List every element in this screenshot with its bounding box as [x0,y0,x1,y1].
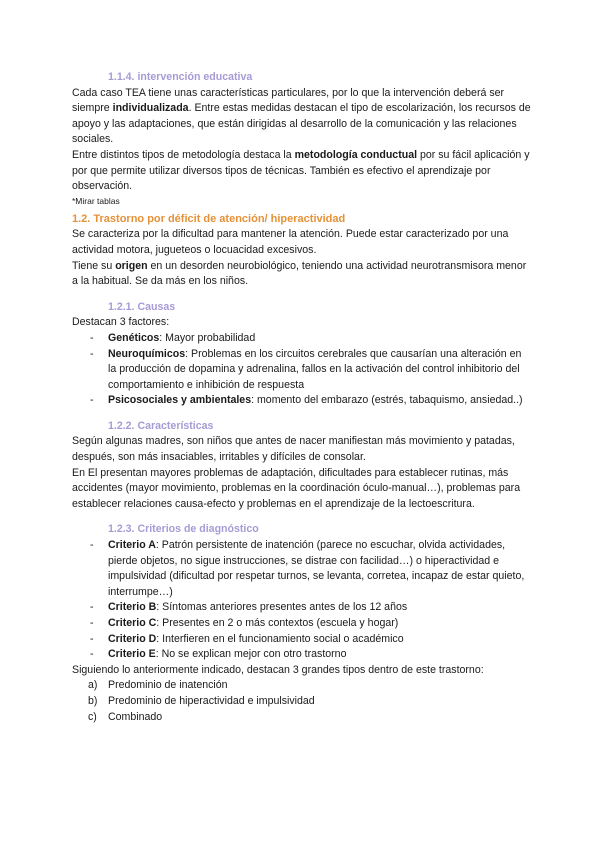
list-criterios [72,538,532,663]
paragraph-intervencion-1 [72,86,532,148]
bold-term: Psicosociales y ambientales [108,394,252,407]
bold-origen: origen [115,259,148,272]
dash-marker: - [90,601,94,614]
heading-caracteristicas: 1.2.2. Características [108,419,214,432]
bold-individualizada: individualizada [112,102,189,115]
paragraph-intervencion-2 [72,148,532,195]
item-text: : Patrón persistente de inatención (parece no escuchar, olvida actividades, pierde objetos, no sigue instrucciones, se distrae con facilidad…) o hiperactividad e impulsividad (dificultad por respetar turnos, se levanta, corretea, incapaz de estar quieto, interrumpe…) [108,539,525,598]
dash-marker: - [90,539,94,552]
dash-marker: - [90,394,94,407]
item-text: : No se explican mejor con otro trastorno [155,648,347,661]
text-run: Cada caso TEA tiene unas características particulares, por lo que la intervención deberá ser siempre [72,86,505,115]
bold-term: Criterio C [108,617,157,629]
text-run: por su fácil aplicación y por que permite utilizar diversos tipos de técnicas. También es efectivo el aprendizaje por observación. [72,148,530,193]
item-text: : Presentes en 2 o más contextos (escuela y hogar) [156,617,399,629]
item-text: : Problemas en los circuitos cerebrales que causarían una alteración en la producción de dopamina y adrenalina, fallos en la activación del control inhibitorio del comportamiento e inhibición de respuesta [108,347,522,391]
paragraph-tdah-1: Se caracteriza por la dificultad para mantener la atención. Puede estar caracterizado por una actividad motora, jugueteos o locuacidad excesivos. [72,228,509,256]
paragraph-tipos-intro: Siguiendo lo anteriormente indicado, destacan 3 grandes tipos dentro de este trastorno: [72,663,484,676]
dash-marker: - [90,331,94,344]
letter-marker: a) [88,679,98,692]
item-text: : Interfieren en el funcionamiento social o académico [156,632,404,645]
bold-term: Criterio B [108,601,157,614]
paragraph-caracteristicas-1: Según algunas madres, son niños que antes de nacer manifiestan más movimiento y patadas, después, son más insaciables, irritables y difíciles de consolar. [72,435,515,464]
list-tipos [72,678,532,725]
list-item [72,616,532,632]
note-mirar-tablas: *Mirar tablas [72,195,120,206]
list-causas [72,331,532,409]
heading-intervencion-educativa: 1.1.4. intervención educativa [108,71,253,83]
item-text: Predominio de inatención [108,679,228,692]
paragraph-causas-intro: Destacan 3 factores: [72,316,170,329]
dash-marker: - [90,617,94,629]
bold-term: Criterio A [108,539,156,552]
list-item [72,710,532,726]
list-item [72,647,532,663]
paragraph-caracteristicas-2: En El presentan mayores problemas de adaptación, dificultades para establecer rutinas, más accidentes (mayor movimiento, problemas en la coordinación óculo-manual…), problemas para establecer relaciones causa-efecto y problemas en el aprendizaje de la lectoescritura. [72,466,521,510]
list-item [72,331,532,347]
bold-metodologia-conductual: metodología conductual [294,148,418,161]
list-item [72,694,532,710]
item-text: Predominio de hiperactividad e impulsividad [108,694,315,707]
dash-marker: - [90,648,94,661]
bold-term: Neuroquímicos [108,347,186,360]
item-text: : Mayor probabilidad [159,331,256,344]
list-item [72,538,532,600]
item-text: : momento del embarazo (estrés, tabaquismo, ansiedad..) [251,394,523,407]
heading-causas: 1.2.1. Causas [108,300,176,313]
text-run: Entre distintos tipos de metodología destaca la [72,148,295,161]
dash-marker: - [90,632,94,645]
item-text: Combinado [108,710,163,723]
list-item [72,393,532,409]
list-item [72,632,532,648]
list-item [72,347,532,394]
list-item [72,678,532,694]
list-item [72,600,532,616]
bold-term: Criterio D [108,632,157,645]
heading-criterios-diagnostico: 1.2.3. Criterios de diagnóstico [108,523,259,536]
text-run: Tiene su [72,259,116,272]
letter-marker: c) [88,710,97,723]
bold-term: Genéticos [108,331,160,344]
heading-tdah: 1.2. Trastorno por déficit de atención/ hiperactividad [72,212,346,225]
text-run: . Entre estas medidas destacan el tipo de escolarización, los recursos de apoyo y las adaptaciones, que están dirigidas al desarrollo de la comunicación y las relaciones sociales. [72,102,531,146]
document-content [72,70,532,725]
text-run: en un desorden neurobiológico, teniendo una actividad neurotransmisora menor a la habitual. Se da más en los niños. [72,259,527,288]
item-text: : Síntomas anteriores presentes antes de los 12 años [156,601,408,614]
letter-marker: b) [88,694,98,707]
paragraph-tdah-2 [72,259,532,290]
bold-term: Criterio E [108,648,156,661]
dash-marker: - [90,347,94,360]
